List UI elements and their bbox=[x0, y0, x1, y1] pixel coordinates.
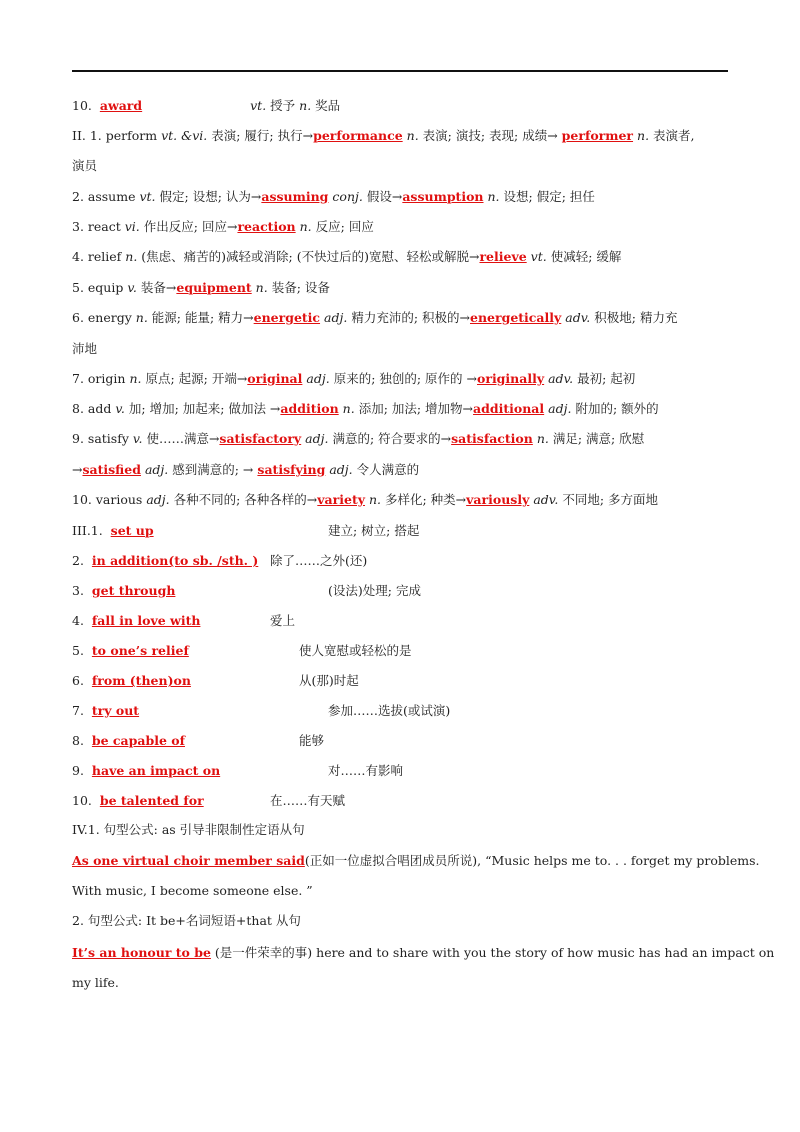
meaning-text: 令人满意的 bbox=[356, 462, 420, 477]
phrase-meaning: 参加……选拔(或试演) bbox=[328, 703, 451, 718]
pos-label: n. bbox=[299, 219, 312, 234]
vocab-line-react bbox=[72, 218, 732, 236]
phrase-meaning: 建立; 树立; 搭起 bbox=[328, 523, 420, 538]
answer-assumption: assumption bbox=[402, 189, 484, 204]
answer-satisfactory: satisfactory bbox=[219, 431, 302, 446]
meaning-text: 加; 增加; 加起来; 做加法 → bbox=[128, 401, 281, 416]
meaning-text: 不同地; 多方面地 bbox=[562, 492, 658, 507]
head-word: 6. energy bbox=[72, 310, 132, 325]
meaning-text: 作出反应; 回应→ bbox=[143, 219, 238, 234]
answer-award: award bbox=[99, 98, 143, 113]
meaning-text: 使减轻; 缓解 bbox=[550, 249, 622, 264]
phrase-row bbox=[72, 642, 732, 660]
pos-label: adj. bbox=[329, 462, 353, 477]
vocab-line-equip bbox=[72, 279, 732, 297]
answer-reaction: reaction bbox=[237, 219, 296, 234]
meaning-text: 多样化; 种类→ bbox=[384, 492, 467, 507]
answer-energetic: energetic bbox=[253, 310, 321, 325]
phrase-answer: be capable of bbox=[91, 733, 185, 748]
phrase-meaning: 使人宽慰或轻松的是 bbox=[299, 643, 412, 658]
phrase-answer: from (then)on bbox=[91, 673, 191, 688]
phrase-row bbox=[72, 732, 732, 750]
phrase-row bbox=[72, 612, 732, 630]
pos-label: vi. bbox=[124, 219, 140, 234]
phrase-meaning: 从(那)时起 bbox=[299, 673, 359, 688]
pos-label: n. bbox=[406, 128, 419, 143]
meaning-text: 授予 bbox=[270, 98, 296, 113]
item-number: 10. bbox=[72, 793, 92, 808]
answer-originally: originally bbox=[477, 371, 545, 386]
vocab-line-assume bbox=[72, 188, 732, 206]
item-number: 5. bbox=[72, 643, 84, 658]
pos-label: n. bbox=[135, 310, 148, 325]
item-number: 9. bbox=[72, 763, 84, 778]
phrase-meaning: 能够 bbox=[299, 733, 325, 748]
head-word: 3. react bbox=[72, 219, 121, 234]
meaning-text: 满意的; 符合要求的→ bbox=[332, 431, 452, 446]
meaning-text: 使……满意→ bbox=[146, 431, 220, 446]
phrase-answer: try out bbox=[91, 703, 140, 718]
sentence-pattern-heading bbox=[72, 821, 732, 839]
pos-label: n. bbox=[342, 401, 355, 416]
meaning-text: 假定; 设想; 认为→ bbox=[159, 189, 262, 204]
pos-label: vt. &vi. bbox=[161, 128, 208, 143]
meaning-text: 装备; 设备 bbox=[271, 280, 330, 295]
head-word: 10. various bbox=[72, 492, 143, 507]
head-word: 2. assume bbox=[72, 189, 136, 204]
answer-satisfying: satisfying bbox=[257, 462, 326, 477]
meaning-text: 装备→ bbox=[140, 280, 177, 295]
pos-label: v. bbox=[115, 401, 125, 416]
item-number: 7. bbox=[72, 703, 84, 718]
vocab-line-origin bbox=[72, 370, 732, 388]
phrase-answer: get through bbox=[91, 583, 176, 598]
meaning-text: 精力充沛的; 积极的→ bbox=[351, 310, 470, 325]
vocab-line-satisfy bbox=[72, 430, 732, 448]
answer-performance: performance bbox=[313, 128, 403, 143]
head-word: 5. equip bbox=[72, 280, 124, 295]
meaning-text: 设想; 假定; 担任 bbox=[503, 189, 595, 204]
pos-label: v. bbox=[132, 431, 143, 446]
answer-satisfied: satisfied bbox=[82, 462, 141, 477]
pos-label: n. bbox=[487, 189, 500, 204]
sentence-text: With music, I become someone else. ” bbox=[72, 883, 313, 898]
item-number: III.1. bbox=[72, 523, 103, 538]
pos-label: n. bbox=[129, 371, 142, 386]
answer-equipment: equipment bbox=[176, 280, 252, 295]
answer-performer: performer bbox=[561, 128, 634, 143]
head-word: 4. relief bbox=[72, 249, 122, 264]
pattern-text: 2. 句型公式: It be+名词短语+that 从句 bbox=[72, 913, 301, 928]
sentence-text: my life. bbox=[72, 975, 119, 990]
sentence-answer: It’s an honour to be bbox=[72, 945, 211, 960]
meaning-text: 反应; 回应 bbox=[315, 219, 374, 234]
pos-label: n. bbox=[125, 249, 138, 264]
meaning-text: 最初; 起初 bbox=[577, 371, 636, 386]
head-word: 9. satisfy bbox=[72, 431, 129, 446]
vocab-line-satisfy-cont bbox=[72, 461, 732, 479]
meaning-text: 表演者, bbox=[653, 128, 695, 143]
item-number: 2. bbox=[72, 553, 84, 568]
item-number: 4. bbox=[72, 613, 84, 628]
meaning-text: 各种不同的; 各种各样的→ bbox=[173, 492, 318, 507]
phrase-row bbox=[72, 702, 732, 720]
head-word: II. 1. perform bbox=[72, 128, 158, 143]
answer-original: original bbox=[247, 371, 303, 386]
sentence-example bbox=[72, 944, 775, 962]
meaning-text: 奖品 bbox=[315, 98, 341, 113]
pos-label: n. bbox=[299, 98, 312, 113]
pos-label: vt. bbox=[250, 98, 267, 113]
pos-label: adv. bbox=[565, 310, 591, 325]
pos-label: adj. bbox=[306, 371, 330, 386]
answer-additional: additional bbox=[473, 401, 545, 416]
sentence-example-cont bbox=[72, 882, 732, 900]
header-rule bbox=[72, 70, 728, 72]
meaning-text: 演员 bbox=[72, 158, 98, 173]
meaning-text: 感到满意的; → bbox=[172, 462, 254, 477]
phrase-answer: be talented for bbox=[99, 793, 204, 808]
pos-label: n. bbox=[536, 431, 549, 446]
phrase-row bbox=[72, 522, 732, 540]
vocab-line-relief bbox=[72, 248, 732, 266]
sentence-answer: As one virtual choir member said bbox=[72, 853, 305, 868]
phrase-meaning: 除了……之外(还) bbox=[270, 553, 368, 568]
phrase-meaning: 在……有天赋 bbox=[270, 793, 346, 808]
pos-label: adj. bbox=[305, 431, 329, 446]
answer-relieve: relieve bbox=[479, 249, 527, 264]
phrase-row bbox=[72, 552, 732, 570]
pos-label: vt. bbox=[530, 249, 547, 264]
head-word: 7. origin bbox=[72, 371, 126, 386]
answer-satisfaction: satisfaction bbox=[451, 431, 533, 446]
answer-variously: variously bbox=[466, 492, 530, 507]
answer-addition: addition bbox=[280, 401, 339, 416]
pos-label: adj. bbox=[146, 492, 170, 507]
phrase-row bbox=[72, 672, 732, 690]
sentence-example bbox=[72, 852, 760, 870]
pos-label: adj. bbox=[144, 462, 169, 477]
meaning-text: 原来的; 独创的; 原作的 → bbox=[333, 371, 478, 386]
vocab-line-energy-cont bbox=[72, 340, 732, 358]
pos-label: v. bbox=[127, 280, 137, 295]
item-number: 10. bbox=[72, 98, 92, 113]
phrase-meaning: 对……有影响 bbox=[328, 763, 404, 778]
sentence-text: (正如一位虚拟合唱团成员所说), “Music helps me to. . . forget my problems. bbox=[304, 853, 760, 868]
answer-energetically: energetically bbox=[470, 310, 562, 325]
phrase-answer: in addition(to sb. /sth. ) bbox=[91, 553, 259, 568]
pattern-text: IV.1. 句型公式: as 引导非限制性定语从句 bbox=[72, 822, 305, 837]
sentence-pattern-heading bbox=[72, 912, 732, 930]
vocab-line-various bbox=[72, 491, 732, 509]
answer-variety: variety bbox=[317, 492, 365, 507]
meaning-text: 附加的; 额外的 bbox=[575, 401, 659, 416]
item-number: 8. bbox=[72, 733, 84, 748]
phrase-row bbox=[72, 582, 732, 600]
vocab-line-perform bbox=[72, 127, 732, 145]
meaning-text: 满足; 满意; 欣慰 bbox=[552, 431, 645, 446]
meaning-text: 原点; 起源; 开端→ bbox=[145, 371, 248, 386]
phrase-answer: have an impact on bbox=[91, 763, 221, 778]
item-number: 6. bbox=[72, 673, 84, 688]
phrase-row bbox=[72, 762, 732, 780]
pos-label: n. bbox=[637, 128, 650, 143]
phrase-answer: to one’s relief bbox=[91, 643, 189, 658]
phrase-meaning: (设法)处理; 完成 bbox=[328, 583, 421, 598]
sentence-text: (是一件荣幸的事) here and to share with you the story of how music has had an impact on bbox=[210, 945, 775, 960]
sentence-example-cont bbox=[72, 974, 732, 992]
meaning-text: 表演; 履行; 执行→ bbox=[211, 128, 314, 143]
pos-label: adv. bbox=[533, 492, 559, 507]
head-word: 8. add bbox=[72, 401, 112, 416]
vocab-line-add bbox=[72, 400, 732, 418]
meaning-text: 添加; 加法; 增加物→ bbox=[358, 401, 474, 416]
meaning-text: 能源; 能量; 精力→ bbox=[151, 310, 254, 325]
pos-label: conj. bbox=[332, 189, 363, 204]
arrow: → bbox=[72, 462, 83, 477]
pos-label: n. bbox=[368, 492, 381, 507]
phrase-row bbox=[72, 792, 732, 810]
pos-label: vt. bbox=[139, 189, 156, 204]
meaning-text: 假设→ bbox=[366, 189, 403, 204]
pos-label: adj. bbox=[324, 310, 348, 325]
item-number: 3. bbox=[72, 583, 84, 598]
pos-label: n. bbox=[255, 280, 268, 295]
answer-assuming: assuming bbox=[261, 189, 329, 204]
pos-label: adj. bbox=[548, 401, 572, 416]
phrase-answer: fall in love with bbox=[91, 613, 201, 628]
phrase-meaning: 爱上 bbox=[270, 613, 296, 628]
phrase-answer: set up bbox=[110, 523, 154, 538]
meaning-text: 表演; 演技; 表现; 成绩→ bbox=[422, 128, 558, 143]
meaning-text: 沛地 bbox=[72, 341, 98, 356]
meaning-text: (焦虑、痛苦的)减轻或消除; (不快过后的)宽慰、轻松或解脱→ bbox=[141, 249, 480, 264]
vocab-line-energy bbox=[72, 309, 732, 327]
pos-label: adv. bbox=[548, 371, 574, 386]
vocab-line-award bbox=[72, 97, 732, 115]
meaning-text: 积极地; 精力充 bbox=[594, 310, 678, 325]
vocab-line-perform-cont bbox=[72, 157, 732, 175]
